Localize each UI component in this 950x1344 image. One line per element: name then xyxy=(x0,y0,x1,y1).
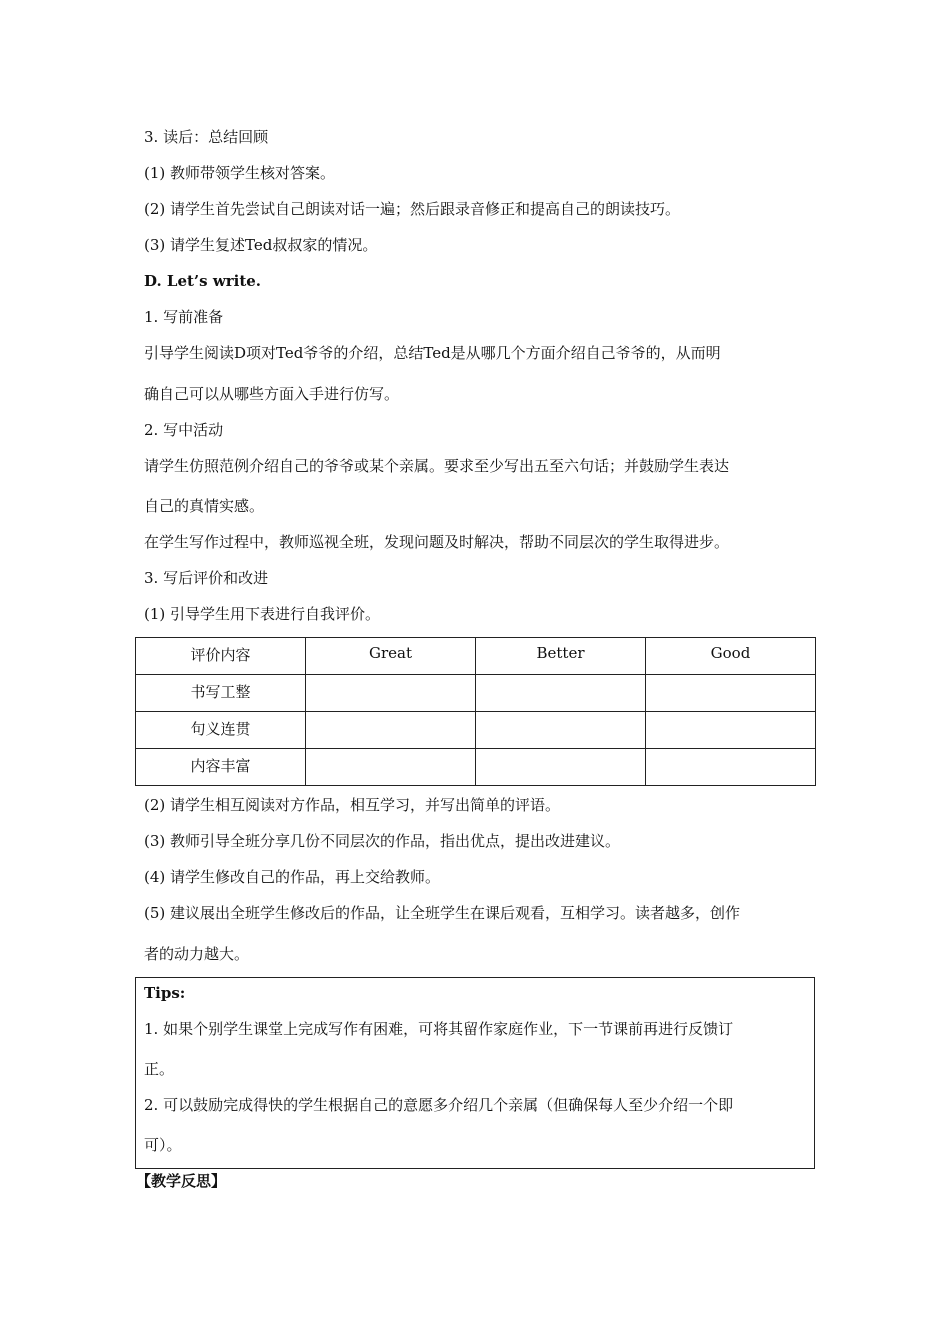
table-row-label: 句义连贯 xyxy=(136,712,306,749)
table-cell xyxy=(646,675,816,712)
post-writing-item-1: (1) 引导学生用下表进行自我评价。 xyxy=(144,605,381,623)
pre-writing-text-1: 引导学生阅读D项对Ted爷爷的介绍，总结Ted是从哪几个方面介绍自己爷爷的，从而明 xyxy=(144,344,721,362)
tips-box xyxy=(135,977,815,1169)
table-row xyxy=(136,712,816,749)
section-d-title: D. Let’s write. xyxy=(144,272,262,290)
tip-1-line-2: 正。 xyxy=(144,1060,175,1078)
evaluation-table xyxy=(135,637,816,786)
tip-2-line-1: 2. 可以鼓励完成得快的学生根据自己的意愿多介绍几个亲属（但确保每人至少介绍一个即 xyxy=(144,1096,734,1114)
during-writing-heading: 2. 写中活动 xyxy=(144,421,224,439)
table-cell xyxy=(306,749,476,786)
table-row xyxy=(136,675,816,712)
post-writing-heading: 3. 写后评价和改进 xyxy=(144,569,269,587)
during-writing-text-1: 请学生仿照范例介绍自己的爷爷或某个亲属。要求至少写出五至六句话；并鼓励学生表达 xyxy=(144,457,730,475)
during-writing-text-2: 自己的真情实感。 xyxy=(144,497,265,515)
table-header-cell: Good xyxy=(646,638,816,675)
table-header-cell: Great xyxy=(306,638,476,675)
pre-writing-heading: 1. 写前准备 xyxy=(144,308,224,326)
post-writing-item-5a: (5) 建议展出全班学生修改后的作品，让全班学生在课后观看，互相学习。读者越多，创作 xyxy=(144,904,741,922)
tip-2-line-2: 可）。 xyxy=(144,1136,182,1154)
post-writing-item-3: (3) 教师引导全班分享几份不同层次的作品，指出优点，提出改进建议。 xyxy=(144,832,621,850)
table-cell xyxy=(476,675,646,712)
table-header-cell: Better xyxy=(476,638,646,675)
pre-writing-text-2: 确自己可以从哪些方面入手进行仿写。 xyxy=(144,385,400,403)
reflection-heading: 【教学反思】 xyxy=(136,1172,227,1190)
table-cell xyxy=(476,712,646,749)
tip-1-line-1: 1. 如果个别学生课堂上完成写作有困难，可将其留作家庭作业，下一节课前再进行反馈订 xyxy=(144,1020,734,1038)
tips-title: Tips: xyxy=(144,984,186,1002)
table-header-row xyxy=(136,638,816,675)
post-writing-item-4: (4) 请学生修改自己的作品，再上交给教师。 xyxy=(144,868,441,886)
reading-after-heading: 3. 读后：总结回顾 xyxy=(144,128,269,146)
reading-after-item-1: (1) 教师带领学生核对答案。 xyxy=(144,164,336,182)
during-writing-text-3: 在学生写作过程中，教师巡视全班，发现问题及时解决，帮助不同层次的学生取得进步。 xyxy=(144,533,730,551)
table-header-cell: 评价内容 xyxy=(136,638,306,675)
reading-after-item-2: (2) 请学生首先尝试自己朗读对话一遍；然后跟录音修正和提高自己的朗读技巧。 xyxy=(144,200,681,218)
table-cell xyxy=(476,749,646,786)
post-writing-item-2: (2) 请学生相互阅读对方作品，相互学习，并写出简单的评语。 xyxy=(144,796,561,814)
post-writing-item-5b: 者的动力越大。 xyxy=(144,945,250,963)
table-row xyxy=(136,749,816,786)
table-row-label: 内容丰富 xyxy=(136,749,306,786)
reading-after-item-3: (3) 请学生复述Ted叔叔家的情况。 xyxy=(144,236,378,254)
table-row-label: 书写工整 xyxy=(136,675,306,712)
table-cell xyxy=(306,675,476,712)
table-cell xyxy=(646,749,816,786)
table-cell xyxy=(646,712,816,749)
table-cell xyxy=(306,712,476,749)
